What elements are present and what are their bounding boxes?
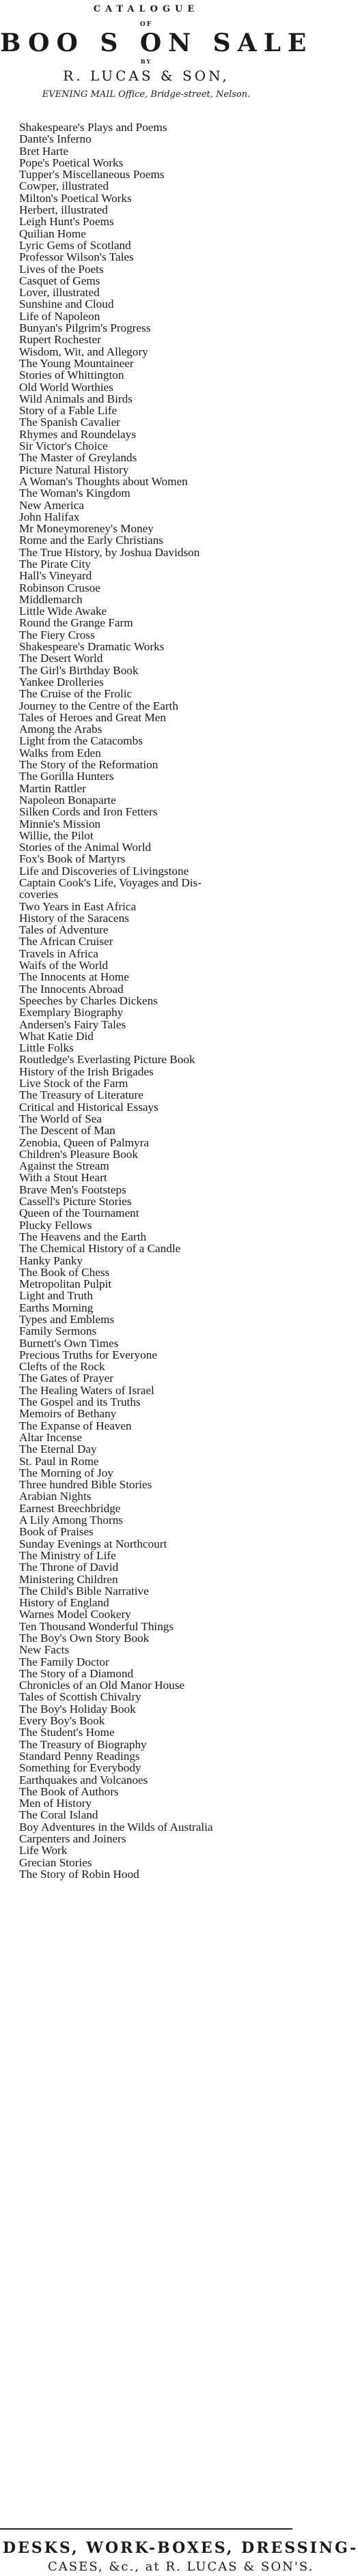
book-title: Exemplary Biography bbox=[19, 1006, 124, 1019]
book-title: Willie, the Pilot bbox=[19, 828, 94, 842]
book-title: Light and Truth bbox=[19, 1289, 93, 1303]
book-title: Old World Worthies bbox=[19, 380, 113, 394]
by-label: BY bbox=[140, 58, 152, 65]
book-title: Burnett's Own Times bbox=[19, 1336, 119, 1350]
book-title: Zenobia, Queen of Palmyra bbox=[19, 1135, 149, 1149]
book-title: New Facts bbox=[19, 1643, 70, 1657]
book-title: Tales of Heroes and Great Men bbox=[19, 710, 166, 724]
catalogue-header bbox=[0, 0, 314, 100]
book-title: Leigh Hunt's Poems bbox=[19, 215, 114, 229]
book-title: Round the Grange Farm bbox=[19, 616, 133, 630]
book-title: Herbert, illustrated bbox=[19, 203, 108, 217]
book-title: The Throne of David bbox=[19, 1561, 119, 1574]
book-title: Lyric Gems of Scotland bbox=[19, 238, 131, 252]
book-title: Hall's Vineyard bbox=[19, 569, 92, 583]
book-title: A Lily Among Thorns bbox=[19, 1514, 123, 1527]
book-title: The Fiery Cross bbox=[19, 628, 95, 641]
book-title: Martin Rattler bbox=[19, 781, 86, 795]
book-title: A Woman's Thoughts about Women bbox=[19, 474, 188, 488]
book-title: With a Stout Heart bbox=[19, 1171, 107, 1185]
book-title: The Gates of Prayer bbox=[19, 1372, 113, 1385]
book-title: The Spanish Cavalier bbox=[19, 416, 120, 429]
book-title: The Coral Island bbox=[19, 1808, 98, 1822]
book-title: Men of History bbox=[19, 1797, 92, 1810]
book-title: Clefts of the Rock bbox=[19, 1360, 105, 1374]
book-title: Memoirs of Bethany bbox=[19, 1407, 117, 1421]
book-title: Rome and the Early Christians bbox=[19, 534, 163, 547]
book-title: The Descent of Man bbox=[19, 1124, 115, 1138]
book-title: Fox's Book of Martyrs bbox=[19, 852, 126, 866]
book-title: Arabian Nights bbox=[19, 1490, 92, 1503]
book-title: Earths Morning bbox=[19, 1301, 94, 1314]
book-title: Little Folks bbox=[19, 1041, 74, 1055]
book-title: Life of Napoleon bbox=[19, 309, 100, 323]
book-title: Earthquakes and Volcanoes bbox=[19, 1773, 148, 1786]
book-title: The Eternal Day bbox=[19, 1443, 97, 1456]
book-title: Brave Men's Footsteps bbox=[19, 1183, 126, 1196]
book-title: Children's Pleasure Book bbox=[19, 1147, 138, 1161]
book-title: St. Paul in Rome bbox=[19, 1454, 99, 1468]
book-title: Live Stock of the Farm bbox=[19, 1077, 128, 1090]
book-title: Bunyan's Pilgrim's Progress bbox=[19, 321, 151, 335]
book-title: The Chemical History of a Candle bbox=[19, 1242, 181, 1256]
book-title: The Gorilla Hunters bbox=[19, 770, 114, 783]
book-title: The Innocents at Home bbox=[19, 970, 129, 984]
book-title: Life Work bbox=[19, 1844, 68, 1857]
book-title: The Healing Waters of Israel bbox=[19, 1383, 154, 1397]
book-title: Sunshine and Cloud bbox=[19, 298, 114, 311]
book-title: Altar Incense bbox=[19, 1430, 83, 1444]
book-title: Precious Truths for Everyone bbox=[19, 1348, 157, 1361]
advert-line-1: DESKS, WORK-BOXES, DRESSING- bbox=[3, 2539, 358, 2557]
book-title: Tales of Adventure bbox=[19, 923, 109, 937]
book-title: Two Years in East Africa bbox=[19, 899, 137, 913]
book-title: Among the Arabs bbox=[19, 723, 102, 736]
publisher-name: R. LUCAS & SON, bbox=[63, 68, 230, 84]
book-title: coveries bbox=[19, 888, 59, 901]
book-title: Story of a Fable Life bbox=[19, 404, 118, 418]
book-title: Walks from Eden bbox=[19, 746, 101, 759]
book-title: The Girl's Birthday Book bbox=[19, 663, 139, 677]
books-on-sale-title: BOO S ON SALE bbox=[0, 29, 314, 57]
book-title: Wild Animals and Birds bbox=[19, 392, 133, 405]
book-title: Sunday Evenings at Northcourt bbox=[19, 1537, 167, 1550]
book-title: The Treasury of Literature bbox=[19, 1088, 143, 1102]
book-title: Yankee Drolleries bbox=[19, 675, 104, 689]
book-title-list bbox=[19, 121, 290, 1880]
book-title: Minnie's Mission bbox=[19, 817, 101, 830]
book-title: John Halifax bbox=[19, 510, 80, 523]
book-title: Wisdom, Wit, and Allegory bbox=[19, 345, 148, 358]
book-title: Boy Adventures in the Wilds of Australia bbox=[19, 1820, 213, 1834]
book-title: The Story of a Diamond bbox=[19, 1666, 134, 1680]
book-title: The Heavens and the Earth bbox=[19, 1230, 147, 1243]
book-title: The Book of Authors bbox=[19, 1784, 119, 1798]
book-title: The Treasury of Biography bbox=[19, 1737, 147, 1751]
book-title: The Book of Chess bbox=[19, 1265, 110, 1279]
book-title: What Katie Did bbox=[19, 1029, 94, 1043]
book-title: Lover, illustrated bbox=[19, 286, 100, 300]
book-title: Milton's Poetical Works bbox=[19, 191, 132, 205]
book-title: Speeches by Charles Dickens bbox=[19, 994, 158, 1007]
book-title: Little Wide Awake bbox=[19, 605, 107, 618]
book-title: Andersen's Fairy Tales bbox=[19, 1017, 126, 1031]
book-title: The Boy's Own Story Book bbox=[19, 1632, 150, 1645]
book-title: The Story of the Reformation bbox=[19, 758, 159, 772]
book-title: The Child's Bible Narrative bbox=[19, 1584, 149, 1597]
book-title: Lives of the Poets bbox=[19, 262, 104, 276]
book-title: Dante's Inferno bbox=[19, 132, 92, 146]
book-title: The Family Doctor bbox=[19, 1655, 109, 1668]
book-title: Captain Cook's Life, Voyages and Dis- bbox=[19, 876, 202, 889]
book-title: Routledge's Everlasting Picture Book bbox=[19, 1053, 195, 1067]
book-title: Plucky Fellows bbox=[19, 1218, 92, 1232]
book-title: Earnest Breechbridge bbox=[19, 1501, 121, 1515]
book-title: The Desert World bbox=[19, 652, 103, 665]
book-title: Standard Penny Readings bbox=[19, 1749, 140, 1763]
book-title: Shakespeare's Dramatic Works bbox=[19, 640, 165, 654]
book-title: Rhymes and Roundelays bbox=[19, 427, 136, 441]
advert-line-2: CASES, &c., at R. LUCAS & SON'S. bbox=[48, 2560, 314, 2574]
book-title: Picture Natural History bbox=[19, 463, 129, 476]
book-title: Journey to the Centre of the Earth bbox=[19, 699, 178, 712]
book-title: The African Cruiser bbox=[19, 935, 113, 949]
book-title: Against the Stream bbox=[19, 1159, 109, 1173]
book-title: The Gospel and its Truths bbox=[19, 1395, 141, 1409]
book-title: The Innocents Abroad bbox=[19, 982, 124, 996]
book-title: History of the Irish Brigades bbox=[19, 1065, 154, 1078]
book-title: Travels in Africa bbox=[19, 946, 98, 960]
publisher-address: EVENING MAIL Office, Bridge-street, Nelson. bbox=[42, 89, 251, 100]
book-title: Ministering Children bbox=[19, 1572, 118, 1586]
book-title: Family Sermons bbox=[19, 1325, 97, 1338]
book-title: The Cruise of the Frolic bbox=[19, 687, 133, 701]
book-title: Chronicles of an Old Manor House bbox=[19, 1679, 185, 1692]
book-title: The Student's Home bbox=[19, 1726, 115, 1739]
book-title: Pope's Poetical Works bbox=[19, 156, 124, 169]
book-title: Ten Thousand Wonderful Things bbox=[19, 1619, 174, 1633]
book-title: Waifs of the World bbox=[19, 959, 109, 972]
book-title: Grecian Stories bbox=[19, 1855, 92, 1869]
book-title: Silken Cords and Iron Fetters bbox=[19, 805, 158, 819]
book-title: Sir Victor's Choice bbox=[19, 439, 108, 453]
book-title: Professor Wilson's Tales bbox=[19, 250, 134, 264]
book-title: Light from the Catacombs bbox=[19, 734, 143, 748]
book-title: New America bbox=[19, 498, 84, 512]
book-title: The Story of Robin Hood bbox=[19, 1867, 139, 1881]
book-title: Robinson Crusoe bbox=[19, 581, 100, 594]
book-title: Queen of the Tournament bbox=[19, 1206, 139, 1220]
book-title: Hanky Panky bbox=[19, 1254, 83, 1267]
book-title: Tales of Scottish Chivalry bbox=[19, 1690, 141, 1704]
book-title: Types and Emblems bbox=[19, 1312, 115, 1326]
book-title: Stories of the Animal World bbox=[19, 841, 152, 854]
book-title: Tupper's Miscellaneous Poems bbox=[19, 168, 165, 182]
advertisement bbox=[0, 2528, 358, 2574]
book-title: Shakespeare's Plays and Poems bbox=[19, 121, 167, 134]
book-title: Stories of Whittington bbox=[19, 368, 124, 382]
book-title: The Master of Greylands bbox=[19, 451, 137, 465]
book-title: Cassell's Picture Stories bbox=[19, 1195, 132, 1209]
book-title: Cowper, illustrated bbox=[19, 179, 109, 193]
book-title: Life and Discoveries of Livingstone bbox=[19, 864, 189, 878]
book-title: Something for Everybody bbox=[19, 1761, 141, 1775]
book-title: Middlemarch bbox=[19, 592, 83, 606]
book-title: Bret Harte bbox=[19, 144, 69, 158]
book-title: Quilian Home bbox=[19, 227, 86, 240]
book-title: Three hundred Bible Stories bbox=[19, 1478, 152, 1492]
book-title: History of England bbox=[19, 1596, 109, 1610]
book-title: Mr Moneymoreney's Money bbox=[19, 522, 154, 536]
book-title: Rupert Rochester bbox=[19, 333, 101, 347]
book-title: The Morning of Joy bbox=[19, 1466, 113, 1479]
book-title: The Woman's Kingdom bbox=[19, 487, 130, 500]
book-title: Warnes Model Cookery bbox=[19, 1608, 131, 1621]
book-title: The Boy's Holiday Book bbox=[19, 1702, 136, 1716]
book-title: The Young Mountaineer bbox=[19, 356, 134, 370]
catalogue-heading: CATALOGUE bbox=[93, 4, 199, 14]
book-title: Casquet of Gems bbox=[19, 274, 100, 287]
book-title: Carpenters and Joiners bbox=[19, 1832, 126, 1846]
book-title: The True History, by Joshua Davidson bbox=[19, 545, 200, 559]
book-title: The Ministry of Life bbox=[19, 1548, 116, 1562]
of-label: OF bbox=[139, 21, 153, 28]
book-title: Napoleon Bonaparte bbox=[19, 793, 116, 807]
book-title: Metropolitan Pulpit bbox=[19, 1277, 112, 1291]
book-title: The World of Sea bbox=[19, 1112, 102, 1125]
book-title: Book of Praises bbox=[19, 1525, 94, 1539]
book-title: The Pirate City bbox=[19, 557, 92, 570]
book-title: Critical and Historical Essays bbox=[19, 1100, 159, 1114]
book-title: Every Boy's Book bbox=[19, 1714, 105, 1728]
book-title: The Expanse of Heaven bbox=[19, 1419, 132, 1432]
book-title: History of the Saracens bbox=[19, 911, 129, 925]
